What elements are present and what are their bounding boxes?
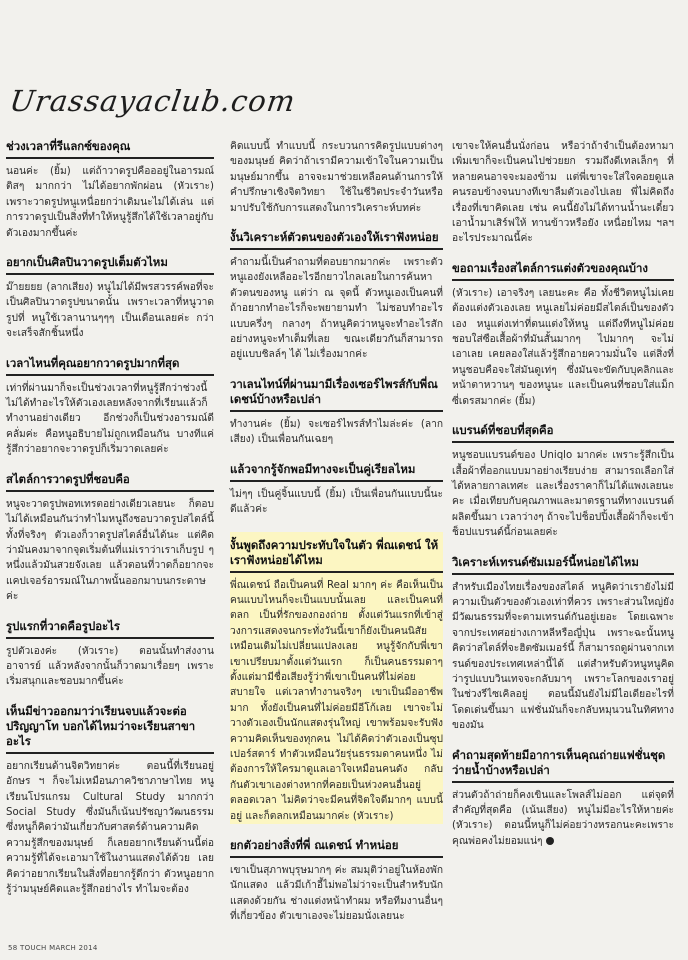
answer-continuation: คิดแบบนี้ ทำแบบนี้ กระบวนการคิดรูปแบบต่างๆ ของมนุษย์ คิดว่าถ้าเรามีความเข้าใจในความเป็นมนุษย์มากขึ้น อาจจะมาช่วยเหลือคนด้านการให้คำปรึกษาเชิงจิตวิทยา ใช้ในชีวิตประจำวันหรือมาปรับใช้กับการแสดงในการวิเคราะห์บทค่ะ <box>230 141 443 214</box>
answer-continuation: เขาจะให้คนอื่นนั่งก่อน หรือว่าถ้าจำเป็นต้องหามาเพิ่มเขาก็จะเป็นคนไปช่วยยก รวมถึงดีเทลเล็กๆ ที่หลายคนอาจจะมองข้าม แต่พี่เขาจะใส่ใจคอยดูแลคนรอบข้างจนบางทีเขาลืมตัวเองไปเลย พี่ไม่คิดถึงเรื่องที่เขาคิดเลย เช่น คนนี้ยังไม่ได้ทานน้ำนะเดี๋ยวเอาน้ำมาเสิร์ฟให้ ทานข้าวหรือยัง เหนื่อยไหม ฯลฯ อะไรประมาณนี้ค่ะ <box>452 141 674 245</box>
answer-text: ไม่ๆๆ เป็นคู่จิ้นแบบนี้ (ยิ้ม) เป็นเพื่อนกันแบบนี้นะ ดีแล้วค่ะ <box>230 488 443 516</box>
question-heading: สไตล์การวาดรูปที่ชอบคือ <box>6 472 214 492</box>
question-heading: ขอถามเรื่องสไตล์การแต่งตัวของคุณบ้าง <box>452 261 674 281</box>
answer-text: สำหรับเมืองไทยเรื่องของสไตล์ หนูคิดว่าเรายังไม่มีความเป็นตัวของตัวเองเท่าที่ควร เพราะส่วนใหญ่ยังมีวัฒนธรรมที่จะตามเทรนด์กันอยู่เยอะ โดยเฉพาะจากประเทศอย่างเกาหลีหรือญี่ปุ่น เพราะฉะนั้นหนูคิดว่าสไตล์ที่จะฮิตซัมเมอร์นี้ ก็สามารถดูผ่านจากเทรนด์ของประเทศเหล่านี้ได้ แต่สำหรับตัวหนูหนูคิดว่ารูปแบบวินเทจจะกลับมาๆ เพราะโลกของเราอยู่ในช่วงรีไซเคิลอยู่ ตอนนี้มันยังไม่มีไอเดียอะไรที่โดดเด่นขึ้นมา แฟชั่นมันก็จะกลับหมุนวนในทิศทางของมัน <box>452 581 674 732</box>
answer-text: เขาเป็นสุภาพบุรุษมากๆ ค่ะ สมมุติว่าอยู่ในห้องพักนักแสดง แล้วมีเก้าอี้ไม่พอไม่ว่าจะเป็นสำหรับนักแสดงด้วยกัน ช่างแต่งหน้าทำผม หรือทีมงานอื่นๆ ที่เกี่ยวข้อง ตัวเขาเองจะไม่ยอมนั่งเลยนะ <box>230 865 443 923</box>
question-heading: ช่วงเวลาที่รีแลกซ์ของคุณ <box>6 139 214 159</box>
question-heading: รูปแรกที่วาดคือรูปอะไร <box>6 619 214 639</box>
column-left <box>6 139 214 911</box>
end-mark-icon <box>546 837 554 845</box>
question-heading: ยกตัวอย่างสิ่งที่พี่ ณเดชน์ ทำหน่อย <box>230 838 443 858</box>
qa-block <box>6 704 214 898</box>
qa-block <box>230 230 443 363</box>
answer-text: หนูจะวาดรูปพอทเทรตอย่างเดียวเลยนะ ก็ตอบไม่ได้เหมือนกันว่าทำไมหนูถึงชอบวาดรูปสไตล์นี้ ทั้งที่จริงๆ ตัวเองก็วาดรูปสไตล์อื่นได้นะ แต่คิดว่ามันคงมาจากจุดเริ่มต้นที่แม่เราว่าเราเก็บรูป ๆ หนึ่งแล้วมันสวยจังเลย แล้วตอนที่วาดก็อยากจะแคปเจอร์อารมณ์ในภาพนั้นออกมาบนกระดาษค่ะ <box>6 498 214 603</box>
column-right <box>452 139 674 863</box>
answer-text: ม๊ายยยย (ลากเสียง) หนูไม่ได้มีพรสวรรค์พอที่จะเป็นศิลปินวาดรูปขนาดนั้น เพราะเวลาที่หนูวาดรูปที่ หนูใช้เวลานานๆๆๆ เป็นเดือนเลยค่ะ กว่าจะเสร็จสักชิ้นหนึ่ง <box>6 282 214 340</box>
question-heading: แล้วจากรู้จักพอมีทางจะเป็นคู่เรียลไหม <box>230 462 443 482</box>
answer-text: รูปตัวเองค่ะ (หัวเราะ) ตอนนั้นทำส่งงานอาจารย์ แล้วหลังจากนั้นก็วาดมาเรื่อยๆ เพราะเริ่มสนุกและชอบมากขึ้นค่ะ <box>6 645 214 688</box>
question-heading: วิเคราะห์เทรนด์ซัมเมอร์นี้หน่อยได้ไหม <box>452 555 674 575</box>
column-middle <box>230 139 443 939</box>
qa-block <box>6 472 214 605</box>
qa-block <box>6 619 214 690</box>
qa-block <box>452 748 674 850</box>
brand-logo: Urassayaclub.com <box>7 84 298 118</box>
answer-text <box>452 788 674 850</box>
question-heading: อยากเป็นศิลปินวาดรูปเต็มตัวไหม <box>6 255 214 275</box>
qa-block <box>452 261 674 409</box>
answer-text: อยากเรียนด้านจิตวิทยาค่ะ ตอนนี้ที่เรียนอยู่อักษร ฯ ก็จะไม่เหมือนภาควิชาภาษาไทย หนูเรียนโปรแกรม Cultural Study มากกว่า Social Study ซึ่งมันก็เน้นปรัชญาวัฒนธรรม ซึ่งหนูก็คิดว่ามันเกี่ยวกับศาสตร์ด้านความคิดความรู้สึกของมนุษย์ ก็เลยอยากเรียนด้านนี้ต่อ ความรู้ที่ได้จะเอามาใช้ในงานแสดงได้ด้วย เลยคิดว่าอยากเรียนในสิ่งที่อยากรู้ดีกว่า ตัวหนูอยากรู้ว่ามนุษย์คิดและรู้สึกอย่างไร ทำไมจะต้อง <box>6 760 214 895</box>
qa-block <box>6 356 214 458</box>
question-heading: แบรนด์ที่ชอบที่สุดคือ <box>452 423 674 443</box>
question-heading: เห็นมีข่าวออกมาว่าเรียนจบแล้วจะต่อปริญญาโท บอกได้ไหมว่าจะเรียนสาขาอะไร <box>6 704 214 754</box>
answer-text: ทำงานค่ะ (ยิ้ม) จะเซอร์ไพรส์ทำไมล่ะค่ะ (ลากเสียง) เป็นเพื่อนกันเฉยๆ <box>230 418 443 446</box>
qa-block <box>230 377 443 448</box>
question-heading: งั้นพูดถึงความประทับใจในตัว พี่ณเดชน์ ให้เราฟังหน่อยได้ไหม <box>230 538 443 573</box>
qa-block <box>230 462 443 518</box>
qa-block <box>452 423 674 540</box>
answer-text: เท่าที่ผ่านมาก็จะเป็นช่วงเวลาที่หนูรู้สึกว่าช่วงนี้ไม่ได้ทำอะไรให้ตัวเองเลยหลังจากที่เรียนแล้วก็ทำงานอย่างเดียว อีกช่วงก็เป็นช่วงอารมณ์ดีคลั่มค่ะ คือหนูอธิบายไม่ถูกเหมือนกัน บางทีแค่รู้สึกว่าอยากจะวาดรูปก็เริ่มวาดเลยค่ะ <box>6 382 214 456</box>
qa-block <box>452 555 674 734</box>
question-heading: เวลาไหนที่คุณอยากวาดรูปมากที่สุด <box>6 356 214 376</box>
question-heading: คำถามสุดท้ายมีอาการเห็นคุณถ่ายแฟชั่นชุดว่ายน้ำบ้างหรือเปล่า <box>452 748 674 783</box>
answer-text: (หัวเราะ) เอาจริงๆ เลยนะคะ คือ ทั้งชีวิตหนูไม่เคยต้องแต่งตัวเองเลย หนูเลยไม่ค่อยมีสไตล์เป็นของตัวเอง หนูแต่งเท่าที่ตนแต่งให้หนู แต่ถึงทีหนูไม่ค่อยชอบใส่ซือเสื้อผ้าที่มันสั้นมากๆ ไปมากๆ จะไม่เอาเลย เคยลองใส่แล้วรู้สึกอายความมั่นใจ แต่สิ่งที่หนูชอบคือจะใส่มันดูเท่ๆ ซึ่งมันจะขัดกับบุคลิกและหน้าตาหวานๆ ของหนูนะ และเป็นคนที่ชอบใส่แม็กซี่เดรสมากค่ะ (ยิ้ม) <box>452 287 674 407</box>
answer-text: คำถามนี้เป็นคำถามที่ตอบยากมากค่ะ เพราะตัวหนูเองยังเหลืออะไรอีกยาวไกลเลยในการค้นหาตัวตนของหนู แต่ว่า ณ จุดนี้ ตัวหนูเองเป็นคนที่ถ้าอยากทำอะไรก็จะพยายามทำ ไม่ชอบทำอะไรแบบครึ่งๆ กลางๆ ถ้าหนูคิดว่าหนูจะทำอะไรสักอย่างหนูจะทำเต็มที่เลย ขณะเดียวกันก็สามารถอยู่แบบชิลล์ๆ ได้ ไม่เรื่องมากค่ะ <box>230 257 443 361</box>
question-heading: งั้นวิเคราะห์ตัวตนของตัวเองให้เราฟังหน่อย <box>230 230 443 250</box>
answer-text-inner: ส่วนตัวถ้าถ่ายก็คงเขินและโพลส์ไม่ออก แต่จุดที่สำคัญที่สุดคือ (เน้นเสียง) หนูไม่มีอะไรให้หายค่ะ (หัวเราะ) ตอนนี้หนูก็ไม่ค่อยว่างหรอกนะคะเพราะคุณพ่อคงไม่ยอมแน่ๆ <box>452 789 674 847</box>
answer-text: พี่ณเดชน์ ถือเป็นคนที่ Real มากๆ ค่ะ คือเห็นเป็นคนแบบไหนก็จะเป็นแบบนั้นเลย และเป็นคนที่ตลก เป็นที่รักของกองถ่าย ตั้งแต่วันแรกที่เข้าสู่วงการแสดงจนกระทั่งวันนี้เขาก็ยังเป็นคนนิสัยเหมือนเดิมไม่เปลี่ยนแปลงเลย หนูรู้จักกับพี่เขาเขาเปรียบมาตั้งแต่วันแรก ก็เป็นคนธรรมดาๆ ตั้งแต่มามีชื่อเสียงรู้ว่าพี่เขาเป็นคนที่ไม่ค่อยสบายใจ แต่เวลาทำงานจริงๆ เขาเป็นมืออาชีพมาก ทั้งยังเป็นคนที่ไม่ค่อยมีอีโก้เลย เขาจะไม่วางตัวเองเป็นนักแสดงรุ่นใหญ่ เขาพร้อมจะรับฟังความคิดเห็นของทุกคน ไม่ได้คิดว่าตัวเองเป็นซุปเปอร์สตาร์ ทำตัวเหมือนวัยรุ่นธรรมดาคนหนึ่ง ไม่ต้องการให้ใครมาดูแลเอาใจเหมือนคนดัง กลับกันตัวเขาเองต่างหากที่คอยเป็นห่วงคนอื่นอยู่ตลอดเวลา ไม่คิดว่าจะมีคนที่จิตใจดีมากๆ แบบนี้อยู่ และก็ตลกเหมือนมากค่ะ (หัวเราะ) <box>230 579 443 822</box>
answer-text: นอนค่ะ (ยิ้ม) แต่ถ้าวาดรูปคือออยู่ในอารมณ์ ติสๆ มากกว่า ไม่ได้อยากพักผ่อน (หัวเราะ) เพราะวาดรูปหนูเหนื่อยกว่าเดิมนะไม่ได้เล่น แต่การวาดรูปเป็นสิ่งที่ทำให้หนูรู้สึกได้ใช้เวลาอยู่กับตัวเองมากขึ้นค่ะ <box>6 166 214 239</box>
qa-block <box>230 838 443 925</box>
qa-block-highlight <box>230 532 443 825</box>
answer-text: หนูชอบแบรนด์ของ Uniqlo มากค่ะ เพราะรู้สึกเป็นเสื้อผ้าที่ออกแบบมาอย่างเรียบง่าย สามารถเลือกใส่ได้หลายกาลเทศะ และเรื่องราคาก็ไม่ได้แพงเลยนะคะ เมื่อเทียบกับคุณภาพและมาตรฐานที่ทางแบรนด์ผลิตขึ้นมา เวลาว่างๆ ถ้าจะไปช็อปปิ้งเสื้อผ้าก็จะเข้าช็อปแบรนด์นี้ก่อนเลยค่ะ <box>452 450 674 539</box>
qa-block <box>6 139 214 241</box>
page-footer: 58 TOUCH MARCH 2014 <box>8 944 98 952</box>
qa-block <box>6 255 214 342</box>
question-heading: วาเลนไทน์ที่ผ่านมามีเรื่องเซอร์ไพรส์กับพี่ณเดชน์บ้างหรือเปล่า <box>230 377 443 412</box>
